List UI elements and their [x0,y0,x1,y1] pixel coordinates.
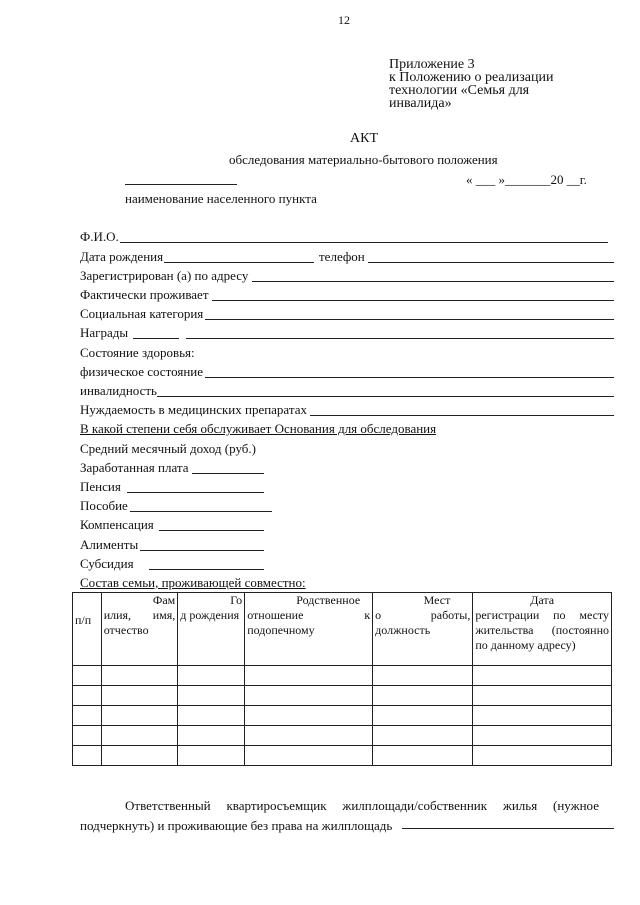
col-work-line2b: работы, [430,608,471,622]
appendix-line-4: инвалида» [389,96,452,111]
col-name-line1: Фам [152,593,176,607]
col-reg-line2 [475,608,609,623]
col-reg-line4: по данному адресу) [475,638,576,652]
table-cell[interactable] [473,706,612,726]
table-cell[interactable] [373,726,473,746]
table-cell[interactable] [473,726,612,746]
col-reg-line2b: по [553,608,566,622]
health-state-label: Состояние здоровья: [80,345,195,360]
footer-word-1: Ответственный [125,798,211,813]
col-work-line2a: о [375,608,382,622]
social-category-label: Социальная категория [80,306,204,321]
date-template: « ___ »_______20 __г. [466,172,587,187]
document-subtitle: обследования материально-бытового положения [229,152,498,167]
table-cell[interactable] [473,686,612,706]
col-work-line2 [375,608,470,623]
table-row [73,706,612,726]
table-cell[interactable] [245,686,373,706]
place-caption: наименование населенного пункта [125,191,317,206]
col-registration-header [473,593,612,666]
phone-field[interactable] [368,262,614,263]
disability-field[interactable] [157,396,614,397]
document-title: АКТ [350,131,378,146]
phone-label: телефон [319,249,365,264]
salary-field[interactable] [192,473,264,474]
footer-word-2: квартиросъемщик [226,798,327,813]
table-cell[interactable] [178,686,245,706]
col-reg-line3b: (постоянно [551,623,609,637]
footer-line-1 [125,798,599,814]
table-header-row [73,593,612,666]
col-relation-line1: Родственное [296,593,361,607]
actual-residence-field[interactable] [212,300,614,301]
col-work-line1: Мест [423,593,451,607]
table-cell[interactable] [101,686,178,706]
pension-field[interactable] [127,492,264,493]
registered-field[interactable] [252,281,614,282]
table-cell[interactable] [373,666,473,686]
table-cell[interactable] [178,706,245,726]
footer-word-4: жилья [502,798,538,813]
appendix-line-1: Приложение 3 [389,57,475,72]
benefit-label: Пособие [80,498,128,513]
table-cell[interactable] [373,706,473,726]
col-relation-line2a: отношение [247,608,304,622]
alimony-field[interactable] [140,550,264,551]
col-number-header [73,593,102,666]
col-reg-line1: Дата [530,593,555,607]
col-work-line3: должность [375,623,431,637]
footer-word-3: жилплощади/собственник [342,798,488,813]
table-cell[interactable] [73,686,102,706]
col-reg-line3 [475,623,609,638]
table-cell[interactable] [373,746,473,766]
table-cell[interactable] [101,746,178,766]
birth-date-label: Дата рождения [80,249,164,264]
fio-field[interactable] [120,242,608,243]
col-relation-header [245,593,373,666]
medicine-need-label: Нуждаемость в медицинских препаратах [80,402,307,417]
footer-line-2: подчеркнуть) и проживающие без права на жилплощадь [80,818,393,833]
awards-field[interactable] [186,338,614,339]
col-birth-line1: Го [230,593,243,607]
col-relation-line2b: к [364,608,371,622]
awards-label: Награды [80,325,129,340]
compensation-field[interactable] [159,530,264,531]
table-row [73,746,612,766]
col-number-label: п/п [75,613,92,627]
col-birth-line2: д рождения [180,608,240,622]
alimony-label: Алименты [80,537,139,552]
fio-label: Ф.И.О. [80,229,119,244]
self-care-label: В какой степени себя обслуживает Основания для обследования [80,421,437,436]
col-reg-line3a: жительства [475,623,534,637]
place-blank-line[interactable] [125,184,237,185]
table-cell[interactable] [473,746,612,766]
actual-residence-label: Фактически проживает [80,287,209,302]
col-relation-line2 [247,608,370,623]
col-reg-line2c: месту [579,608,609,622]
avg-income-label: Средний месячный доход (руб.) [80,441,256,456]
subsidy-field[interactable] [149,569,264,570]
family-composition-label: Состав семьи, проживающей совместно: [80,575,306,590]
table-row [73,726,612,746]
col-name-line3: отчество [103,623,149,637]
col-reg-line2a: регистрации [475,608,540,622]
footer-signature-field[interactable] [402,828,614,829]
registered-label: Зарегистрирован (а) по адресу [80,268,249,283]
appendix-block [389,58,553,110]
table-cell[interactable] [101,726,178,746]
table-cell[interactable] [178,666,245,686]
compensation-label: Компенсация [80,517,154,532]
benefit-field[interactable] [130,511,272,512]
table-cell[interactable] [101,666,178,686]
col-name-line2b: имя, [152,608,176,622]
col-name-line2a: илия, [103,608,132,622]
table-row [73,666,612,686]
table-cell[interactable] [245,746,373,766]
table-cell[interactable] [178,726,245,746]
col-name-line2 [104,608,176,623]
physical-state-field[interactable] [205,377,614,378]
salary-label: Заработанная плата [80,460,189,475]
table-cell[interactable] [73,726,102,746]
col-name-header [101,593,178,666]
appendix-line-2: к Положению о реализации [389,70,554,85]
social-category-field[interactable] [205,319,614,320]
page-number: 12 [338,13,350,27]
subsidy-label: Субсидия [80,556,134,571]
table-cell[interactable] [101,706,178,726]
table-cell[interactable] [73,706,102,726]
table-cell[interactable] [373,686,473,706]
table-cell[interactable] [473,666,612,686]
col-birth-year-header [178,593,245,666]
medicine-need-field[interactable] [310,415,614,416]
footer-word-5: (нужное [553,798,599,813]
table-cell[interactable] [178,746,245,766]
table-cell[interactable] [73,746,102,766]
disability-label: инвалидность [80,383,157,398]
table-cell[interactable] [245,706,373,726]
table-cell[interactable] [245,666,373,686]
physical-state-label: физическое состояние [80,364,203,379]
col-relation-line3: подопечному [247,623,315,637]
table-cell[interactable] [73,666,102,686]
table-row [73,686,612,706]
col-work-header [373,593,473,666]
appendix-line-3: технологии «Семья для [389,83,530,98]
pension-label: Пенсия [80,479,121,494]
table-cell[interactable] [245,726,373,746]
family-table [72,592,612,766]
awards-field-short[interactable] [133,338,179,339]
birth-date-field[interactable] [164,262,314,263]
